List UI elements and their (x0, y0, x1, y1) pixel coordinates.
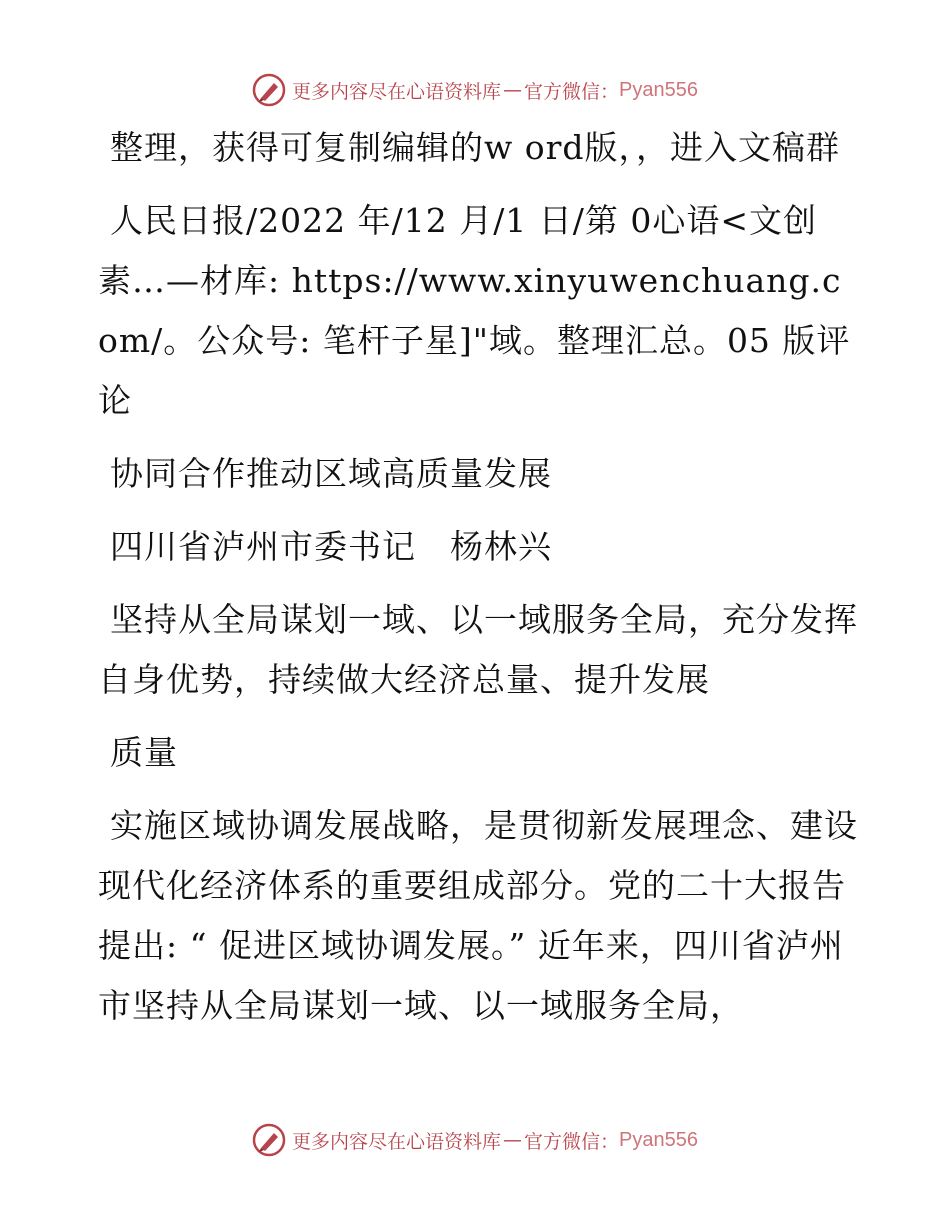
header-wechat-id: Pyan556 (619, 78, 698, 101)
paragraph-intro: 整理，获得可复制编辑的w ord版，，进入文稿群 (110, 128, 841, 167)
article-title: 协同合作推动区域高质量发展 (110, 454, 552, 493)
footer-banner-dash: — (503, 1129, 523, 1151)
article-author: 四川省泸州市委书记 杨林兴 (110, 527, 552, 566)
footer-banner (0, 1120, 950, 1160)
pen-logo-icon (252, 1123, 286, 1157)
header-banner-dash: — (503, 79, 523, 101)
paragraph-body: 实施区域协调发展战略，是贯彻新发展理念、建设现代化经济体系的重要组成部分。党的二十大报告提出: “ 促进区域协调发展。” 近年来，四川省泸州市坚持从全局谋划一域、以一域服务全局， (98, 806, 858, 1025)
pen-logo-icon (252, 73, 286, 107)
header-banner-text: 更多内容尽在心语资料库 (292, 80, 502, 103)
article-subtitle-continued: 质量 (110, 733, 178, 772)
header-banner-label: 官方微信： (524, 80, 620, 103)
document-body (98, 118, 858, 1036)
footer-wechat-id: Pyan556 (619, 1128, 698, 1151)
article-subtitle: 坚持从全局谋划一域、以一域服务全局，充分发挥自身优势，持续做大经济总量、提升发展 (98, 600, 858, 699)
footer-banner-text: 更多内容尽在心语资料库 (292, 1130, 502, 1153)
paragraph-source: 人民日报/2022 年/12 月/1 日/第 0心语<文创素…—材库: https://www.xinyuwenchuang.com/。公众号: 笔杆子星]"域。整理汇总。05 版评论 (98, 201, 851, 420)
header-banner (0, 70, 950, 110)
footer-banner-label: 官方微信： (524, 1130, 620, 1153)
